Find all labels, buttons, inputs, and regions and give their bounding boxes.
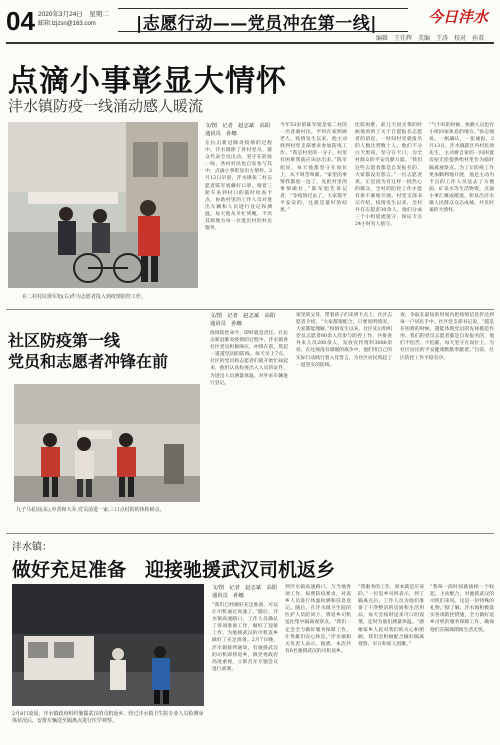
byline-reporters: 文/图 记者 赵志斌 高阳 [205, 123, 271, 129]
section-divider-2 [6, 533, 494, 534]
article2-column-1: 疫情防控命令，即时就是责任。在抗击新冠肺炎疫情的过程中，沣水镇各社区党员积极响应，冲锋在前，筑起一道道坚固的防线。每天早上7点，社区的党员和志愿者们就开始忙碌起来，他们认真检查出入人员的证件，为进出人员测量体温，对外来车辆进行登记。 [210, 331, 288, 386]
byline-correspondent: 通讯员 孙娜 [205, 131, 237, 137]
editor-credits: 编辑 王佳辉 美编 王涛 校对 孙双 [376, 36, 485, 42]
issue-date: 2020年3月24日 星期二 [38, 11, 109, 18]
byline-correspondent: 通讯员 孙娜 [212, 593, 244, 599]
article1-photo [8, 122, 198, 288]
volunteers-illustration [14, 384, 200, 502]
article2-byline [210, 312, 310, 328]
byline-reporters: 文/图 记者 赵志斌 高阳 [212, 585, 278, 591]
section-title: |志愿行动——党员冲在第一线| [136, 14, 377, 34]
article1-column-2: 今年53岁的陈军旭是张二村的一名普通村民，平时在家照顾老人。疫情发生以来，他主动找到村党支部要求参加防疫工作。“我是村里的一分子，村里有困难我就应该站出来。”陈军旭说，每天他都坚守在岗位上，从不叫苦叫累。“家里的事情我都放一边了，先把村里的事情做好，”陈军旭告诉记者，“等疫情过去了，大家都平平安安的，这就是最好的结果。” [280, 123, 347, 214]
article1-column-1: 在抗击新冠肺炎疫情的过程中，沣水镇除了各村党员、群众代表全员出动，坚守在防疫一线，各村村民也自发参与其中，点滴小事彰显出大情怀。2月12日早晨，沣水镇张二村志愿者陈军旭戴好口罩，骑着三轮车来到村口的临时检查卡点，协助村里的工作人员对进出车辆和人员进行登记和测温。每天他从早忙到晚，不厌其烦地为每一位进出村的村民服务。 [205, 141, 272, 232]
article3-headline-prefix: 沣水镇： [12, 542, 52, 553]
article3-photo [12, 584, 204, 706]
article2-headline-line1: 社区防疫第一线 [8, 331, 121, 350]
article1-byline [205, 122, 275, 138]
section-divider-1 [6, 309, 494, 310]
header-divider [6, 42, 494, 44]
article2-headline [8, 330, 208, 372]
article3-headline: 做好充足准备 迎接驰援武汉司机返乡 [12, 559, 336, 581]
article1-column-3: 比较困难。前几天因买菜的时候他看到了关于自愿报名志愿者的消息，一时间村里就报名的人数达到数十人。他们不分白天黑夜，坚守在卡口，为全村群众的平安贡献力量。“我们这些志愿者都是自发报名的，大家都没有怨言。”一位志愿者说。正是因为有这样一批热心的群众，全村的防控工作才能有条不紊地开展。村党支部书记介绍，疫情发生以来，全村共有志愿者30余人，他们分成三个小组轮流值守，保证卡点24小时有人值守。 [355, 123, 422, 228]
article1-subheadline: 沣水镇防疫一线涌动感人暖流 [8, 97, 204, 115]
article3-column-4: “我叫一段时间就拔掉一个收起，主动配合，对驰援武汉的司机们来说，这是一份特殊的礼物。”据了解，沣水镇积极落实各项防控措施，全力做好返乡司机的服务保障工作，确保他们在隔离期间生活无忧。 [430, 585, 494, 633]
article1-caption: 在二村村民徐军旭(右)作为志愿者投入到疫情防控工作。 [22, 294, 146, 300]
page-number: 04 [6, 6, 35, 36]
article2-caption: 九子马花园(东),中香和大乔,党员前进一家,三口点村的的体检候点。 [16, 507, 165, 513]
newspaper-logo: 今日沣水 [428, 8, 489, 26]
night-scene-illustration [12, 584, 204, 706]
article3-column-3: “我服务的工作，原本就是应该的。”一位返乡司机表示，到了隔离点后，工作人员为他们准备了干净整洁的房间和生活用品，每天会按时送来可口的饭菜，定时为他们测量体温。“感谢家乡人民对我们的关心和照顾，我们会积极配合做好隔离观察，早日和家人团聚。” [358, 585, 424, 647]
street-scene-illustration [8, 122, 198, 288]
article3-caption: 2月8日凌晨，沣水镇政府组织驰援武汉的司机返乡，经过沣水镇卫生院专业人员检测身体状况后，安排车辆送至隔离点进行医学观察。 [12, 711, 204, 724]
article1-headline: 点滴小事彰显大情怀 [8, 64, 287, 99]
article3-column-1: “我们已经做好充足准备，可以让司机通过高速了。”随后，沣水镇高速路口，工作人员确认了各项准备工作，做好了迎接工作，为驰援武汉的司机返乡做好了充足准备。2月7日晚，沣水镇接到通知，有驰援武汉的司机即将返乡，镇党委政府高度重视，立即召开专题会议进行部署。 [212, 603, 278, 672]
article3-column-2: 到沣水镇高速路口，与当地各项工作，按照防疫要求，对返乡人员进行体温检测和信息登记。随后，在沣水镇卫生院的医护人员陪同下，将返乡司机送往集中隔离观察点。“我们一定会全力做好服务保障工作，让英雄们安心休息。”沣水镇相关负责人表示。据悉，本次共有6名驰援武汉的司机返乡。 [285, 585, 351, 654]
article2-headline-line2: 党员和志愿者冲锋在前 [8, 352, 169, 371]
byline-correspondent: 通讯员 孙娜 [210, 321, 242, 327]
article1-column-4: “气不好的时候，执勤人员也有小组回家休息的地方。”孙志强说。一纸确认，一张通报，2月13日，沣水镇辖区内村民徐先生，主动将自家的一间闲置房屋无偿提供给村里作为临时隔离观察点。为了让防疫工作更加顺利地开展，他还主动为卡点的工作人员送去了方便面、矿泉水等生活物资。点滴小事汇聚成暖流，彰显出沣水镇人民群众众志成城、共克时艰的大情怀。 [429, 123, 494, 214]
article2-column-3: 查，争取在最短的时间内把疫情信息传达到每一户居民手中。社区党支部书记说，“越是在困难的时候，越能体现党员的先锋模范作用。我们的党员志愿者都是自发报名的，他们不怕苦、不怕累，每天坚守在岗位上，为社区居民的平安健康默默奉献着。”目前，社区防控工作平稳有序。 [400, 313, 494, 361]
article2-column-2: 家里的父母，带着孩子们来到卡点上。社区志愿者介绍，“大家都很配合，只要说明情况，大家都能理解。”疫情发生以来，社区先后组织党员志愿者80余人次参与防控工作，共排查外来人员200余人，发放宣传资料3000余份。在这场没有硝烟的战争中，他们用自己的实际行动践行着入党誓言，为社区居民筑起了一道坚实的防线。 [296, 313, 392, 368]
article2-photo [14, 384, 200, 502]
byline-reporters: 文/图 记者 赵志斌 高阳 [210, 313, 276, 319]
contact-email: 邮箱:lzjzsn@163.com [38, 21, 96, 27]
